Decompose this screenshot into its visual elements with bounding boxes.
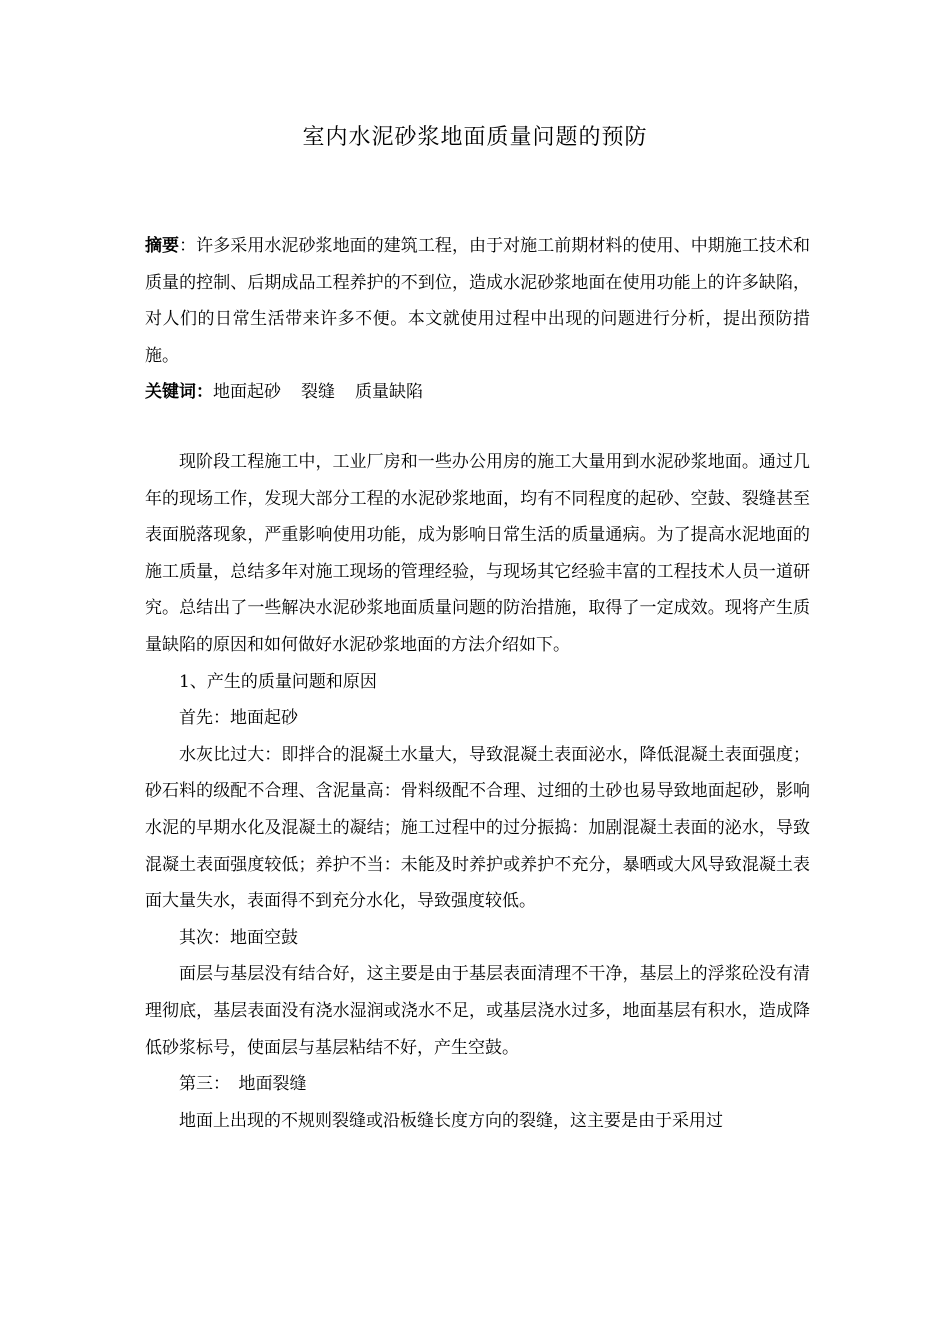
keywords-label: 关键词 (145, 382, 196, 403)
subsection-heading: 第三： 地面裂缝 (179, 1074, 307, 1095)
subsection-heading: 首先：地面起砂 (179, 708, 298, 729)
body-paragraph: 地面上出现的不规则裂缝或沿板缝长度方向的裂缝，这主要是由于采用过 (179, 1110, 723, 1131)
abstract-text: 许多采用水泥砂浆地面的建筑工程，由于对施工前期材料的使用、中期施工技术和质量的控制、后期成品工程养护的不到位，造成水泥砂浆地面在使用功能上的许多缺陷，对人们的日常生活带来许多不便。本文就使用过程中出现的问题进行分析，提出预防措施。 (145, 236, 811, 366)
body-paragraph: 面层与基层没有结合好，这主要是由于基层表面清理不干净，基层上的浮浆砼没有清理彻底，基层表面没有浇水湿润或浇水不足，或基层浇水过多，地面基层有积水，造成降低砂浆标号，使面层与基层粘结不好，产生空鼓。 (145, 964, 810, 1058)
abstract-colon: ： (179, 236, 197, 256)
keyword-item: 裂缝 (301, 382, 335, 403)
abstract-section (145, 228, 810, 411)
abstract-paragraph (145, 228, 810, 374)
document-title: 室内水泥砂浆地面质量问题的预防 (302, 125, 648, 150)
keywords-line (145, 374, 810, 411)
body-paragraph: 水灰比过大：即拌合的混凝土水量大，导致混凝土表面泌水，降低混凝土表面强度；砂石料的级配不合理、含泥量高：骨料级配不合理、过细的土砂也易导致地面起砂，影响水泥的早期水化及混凝土的凝结；施工过程中的过分振捣：加剧混凝土表面的泌水，导致混凝土表面强度较低；养护不当：未能及时养护或养护不充分，暴晒或大风导致混凝土表面大量失水，表面得不到充分水化，导致强度较低。 (145, 744, 810, 912)
keyword-item: 地面起砂 (213, 382, 281, 403)
section-heading: 1、产生的质量问题和原因 (179, 671, 377, 692)
keyword-item: 质量缺陷 (355, 382, 423, 403)
abstract-label: 摘要 (145, 236, 180, 256)
main-text (145, 444, 810, 1139)
subsection-heading: 其次：地面空鼓 (179, 927, 298, 948)
keywords-colon: ： (196, 382, 213, 403)
intro-paragraph: 现阶段工程施工中，工业厂房和一些办公用房的施工大量用到水泥砂浆地面。通过几年的现场工作，发现大部分工程的水泥砂浆地面，均有不同程度的起砂、空鼓、裂缝甚至表面脱落现象，严重影响使用功能，成为影响日常生活的质量通病。为了提高水泥地面的施工质量，总结多年对施工现场的管理经验，与现场其它经验丰富的工程技术人员一道研究。总结出了一些解决水泥砂浆地面质量问题的防治措施，取得了一定成效。现将产生质量缺陷的原因和如何做好水泥砂浆地面的方法介绍如下。 (145, 452, 810, 655)
